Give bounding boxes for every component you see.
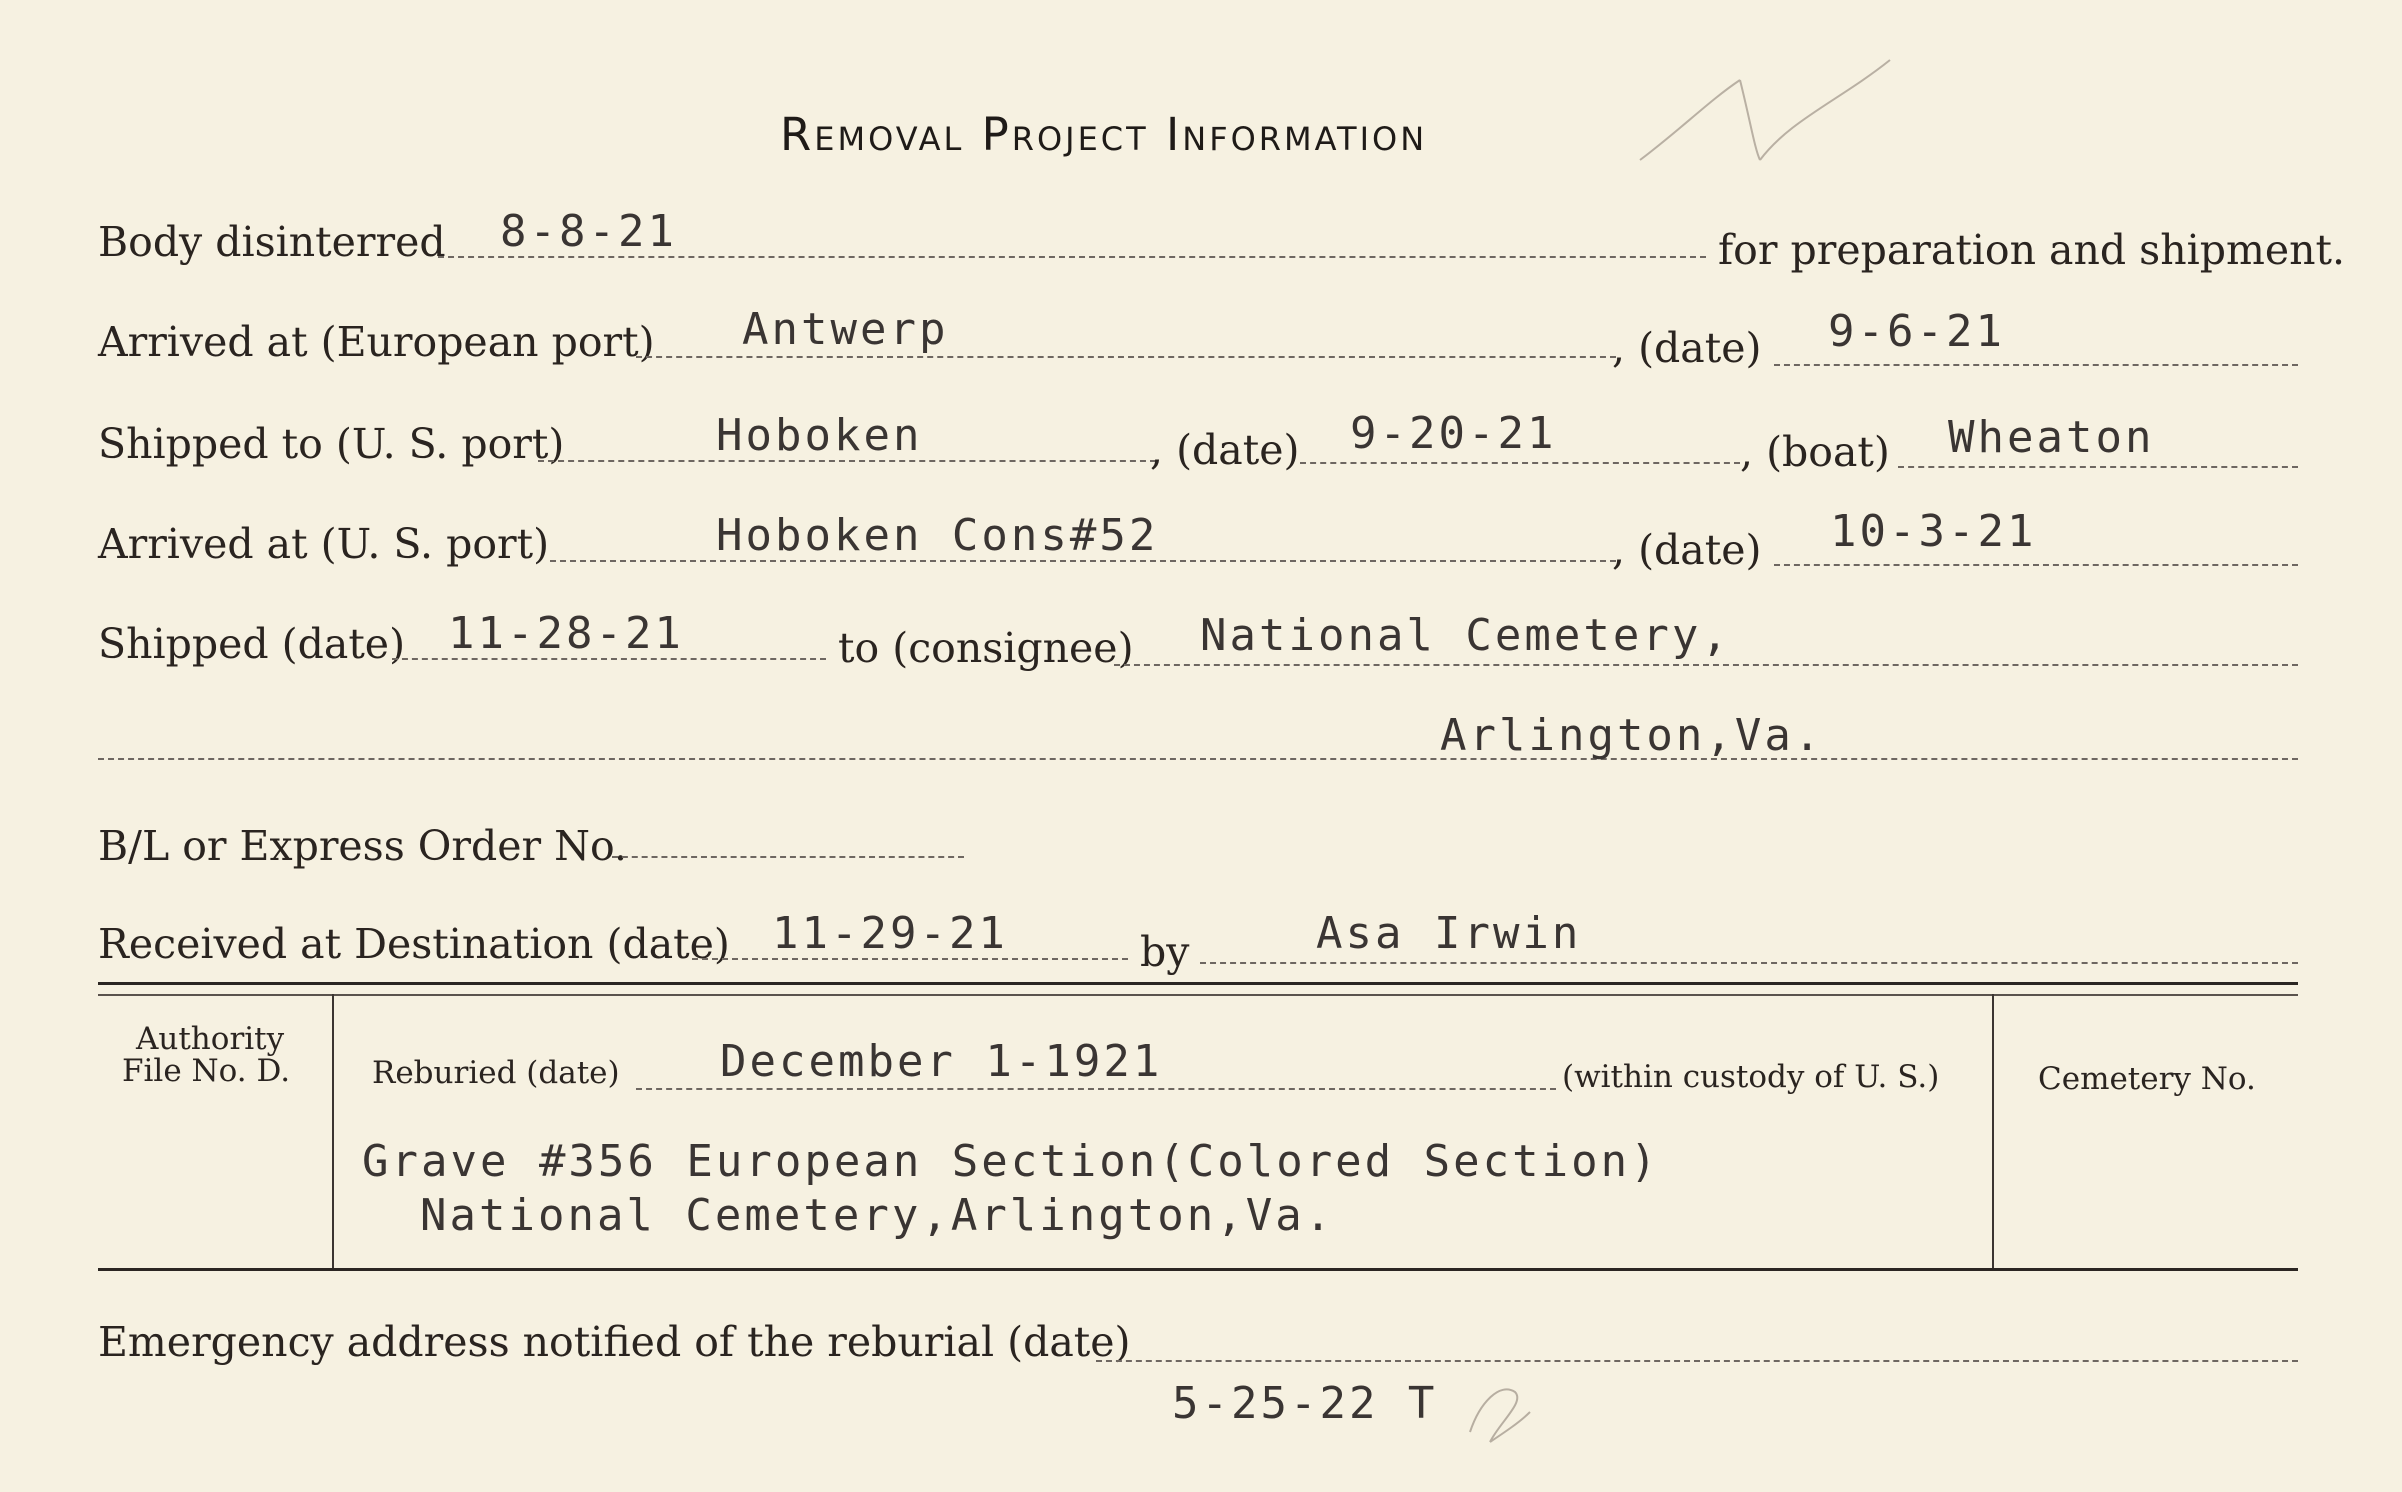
cemetery-no-label: Cemetery No.: [2038, 1061, 2256, 1097]
shipped-us-date-line: [1300, 462, 1740, 464]
arrived-us-label: Arrived at (U. S. port): [98, 520, 550, 568]
received-by-line: [1200, 962, 2298, 964]
body-disinterred-suffix: for preparation and shipment.: [1718, 226, 2346, 274]
grave-line-1: Grave #356 European Section(Colored Section): [362, 1136, 1660, 1187]
shipped-us-boat-line: [1898, 466, 2298, 468]
emergency-label: Emergency address notified of the reburial (date): [98, 1318, 1131, 1366]
shipped-us-port: Hoboken: [716, 410, 923, 461]
consignee-line1: National Cemetery,: [1200, 610, 1731, 661]
arrived-us-date: 10-3-21: [1830, 506, 2037, 557]
body-disinterred-label: Body disinterred: [98, 218, 446, 266]
shipped-us-boat-label: , (boat): [1740, 428, 1890, 476]
shipped-us-date-label: , (date): [1150, 426, 1300, 474]
emergency-date: 5-25-22 T: [1172, 1378, 1438, 1429]
body-disinterred-value: 8-8-21: [500, 206, 677, 257]
shipped-date: 11-28-21: [448, 608, 684, 659]
box-divider-right: [1992, 994, 1994, 1268]
reburied-line: [636, 1088, 1556, 1090]
consignee-line: [1114, 664, 2298, 666]
box-top-rule-2: [98, 994, 2298, 996]
box-bottom-rule: [98, 1268, 2298, 1271]
received-by-label: by: [1140, 928, 1190, 976]
shipped-us-date: 9-20-21: [1350, 408, 1557, 459]
box-top-rule-1: [98, 982, 2298, 985]
received-date: 11-29-21: [772, 908, 1008, 959]
authority-line2: File No. D.: [122, 1053, 291, 1089]
authority-line1: Authority: [136, 1021, 285, 1057]
shipped-date-label: Shipped (date): [98, 620, 406, 668]
arrived-us-date-line: [1774, 564, 2298, 566]
shipped-us-label: Shipped to (U. S. port): [98, 420, 565, 468]
grave-line-2: National Cemetery,Arlington,Va.: [420, 1190, 1335, 1241]
reburied-date: December 1-1921: [720, 1036, 1163, 1087]
arrived-us-port: Hoboken Cons#52: [716, 510, 1159, 561]
bl-line: [612, 856, 964, 858]
consignee-line-2: [98, 758, 2298, 760]
consignee-label: to (consignee): [838, 624, 1134, 672]
card-title: Removal Project Information: [780, 108, 1428, 161]
arrived-european-date-label: , (date): [1612, 324, 1762, 372]
arrived-european-port: Antwerp: [742, 304, 949, 355]
bl-label: B/L or Express Order No.: [98, 822, 628, 870]
arrived-european-date: 9-6-21: [1828, 306, 2005, 357]
arrived-european-date-line: [1774, 364, 2298, 366]
check-mark-scribble: [1620, 40, 1900, 170]
shipped-us-boat: Wheaton: [1948, 412, 2155, 463]
received-by-name: Asa Irwin: [1316, 908, 1582, 959]
reburied-suffix: (within custody of U. S.): [1562, 1059, 1940, 1095]
handwritten-initial: [1460, 1372, 1540, 1452]
arrived-european-label: Arrived at (European port): [98, 318, 655, 366]
consignee-line2: Arlington,Va.: [1440, 710, 1824, 761]
arrived-us-date-label: , (date): [1612, 526, 1762, 574]
received-label: Received at Destination (date): [98, 920, 730, 968]
emergency-line: [1096, 1360, 2298, 1362]
reburied-label: Reburied (date): [372, 1055, 620, 1091]
arrived-european-line: [636, 356, 1616, 358]
box-divider-left: [332, 994, 334, 1268]
